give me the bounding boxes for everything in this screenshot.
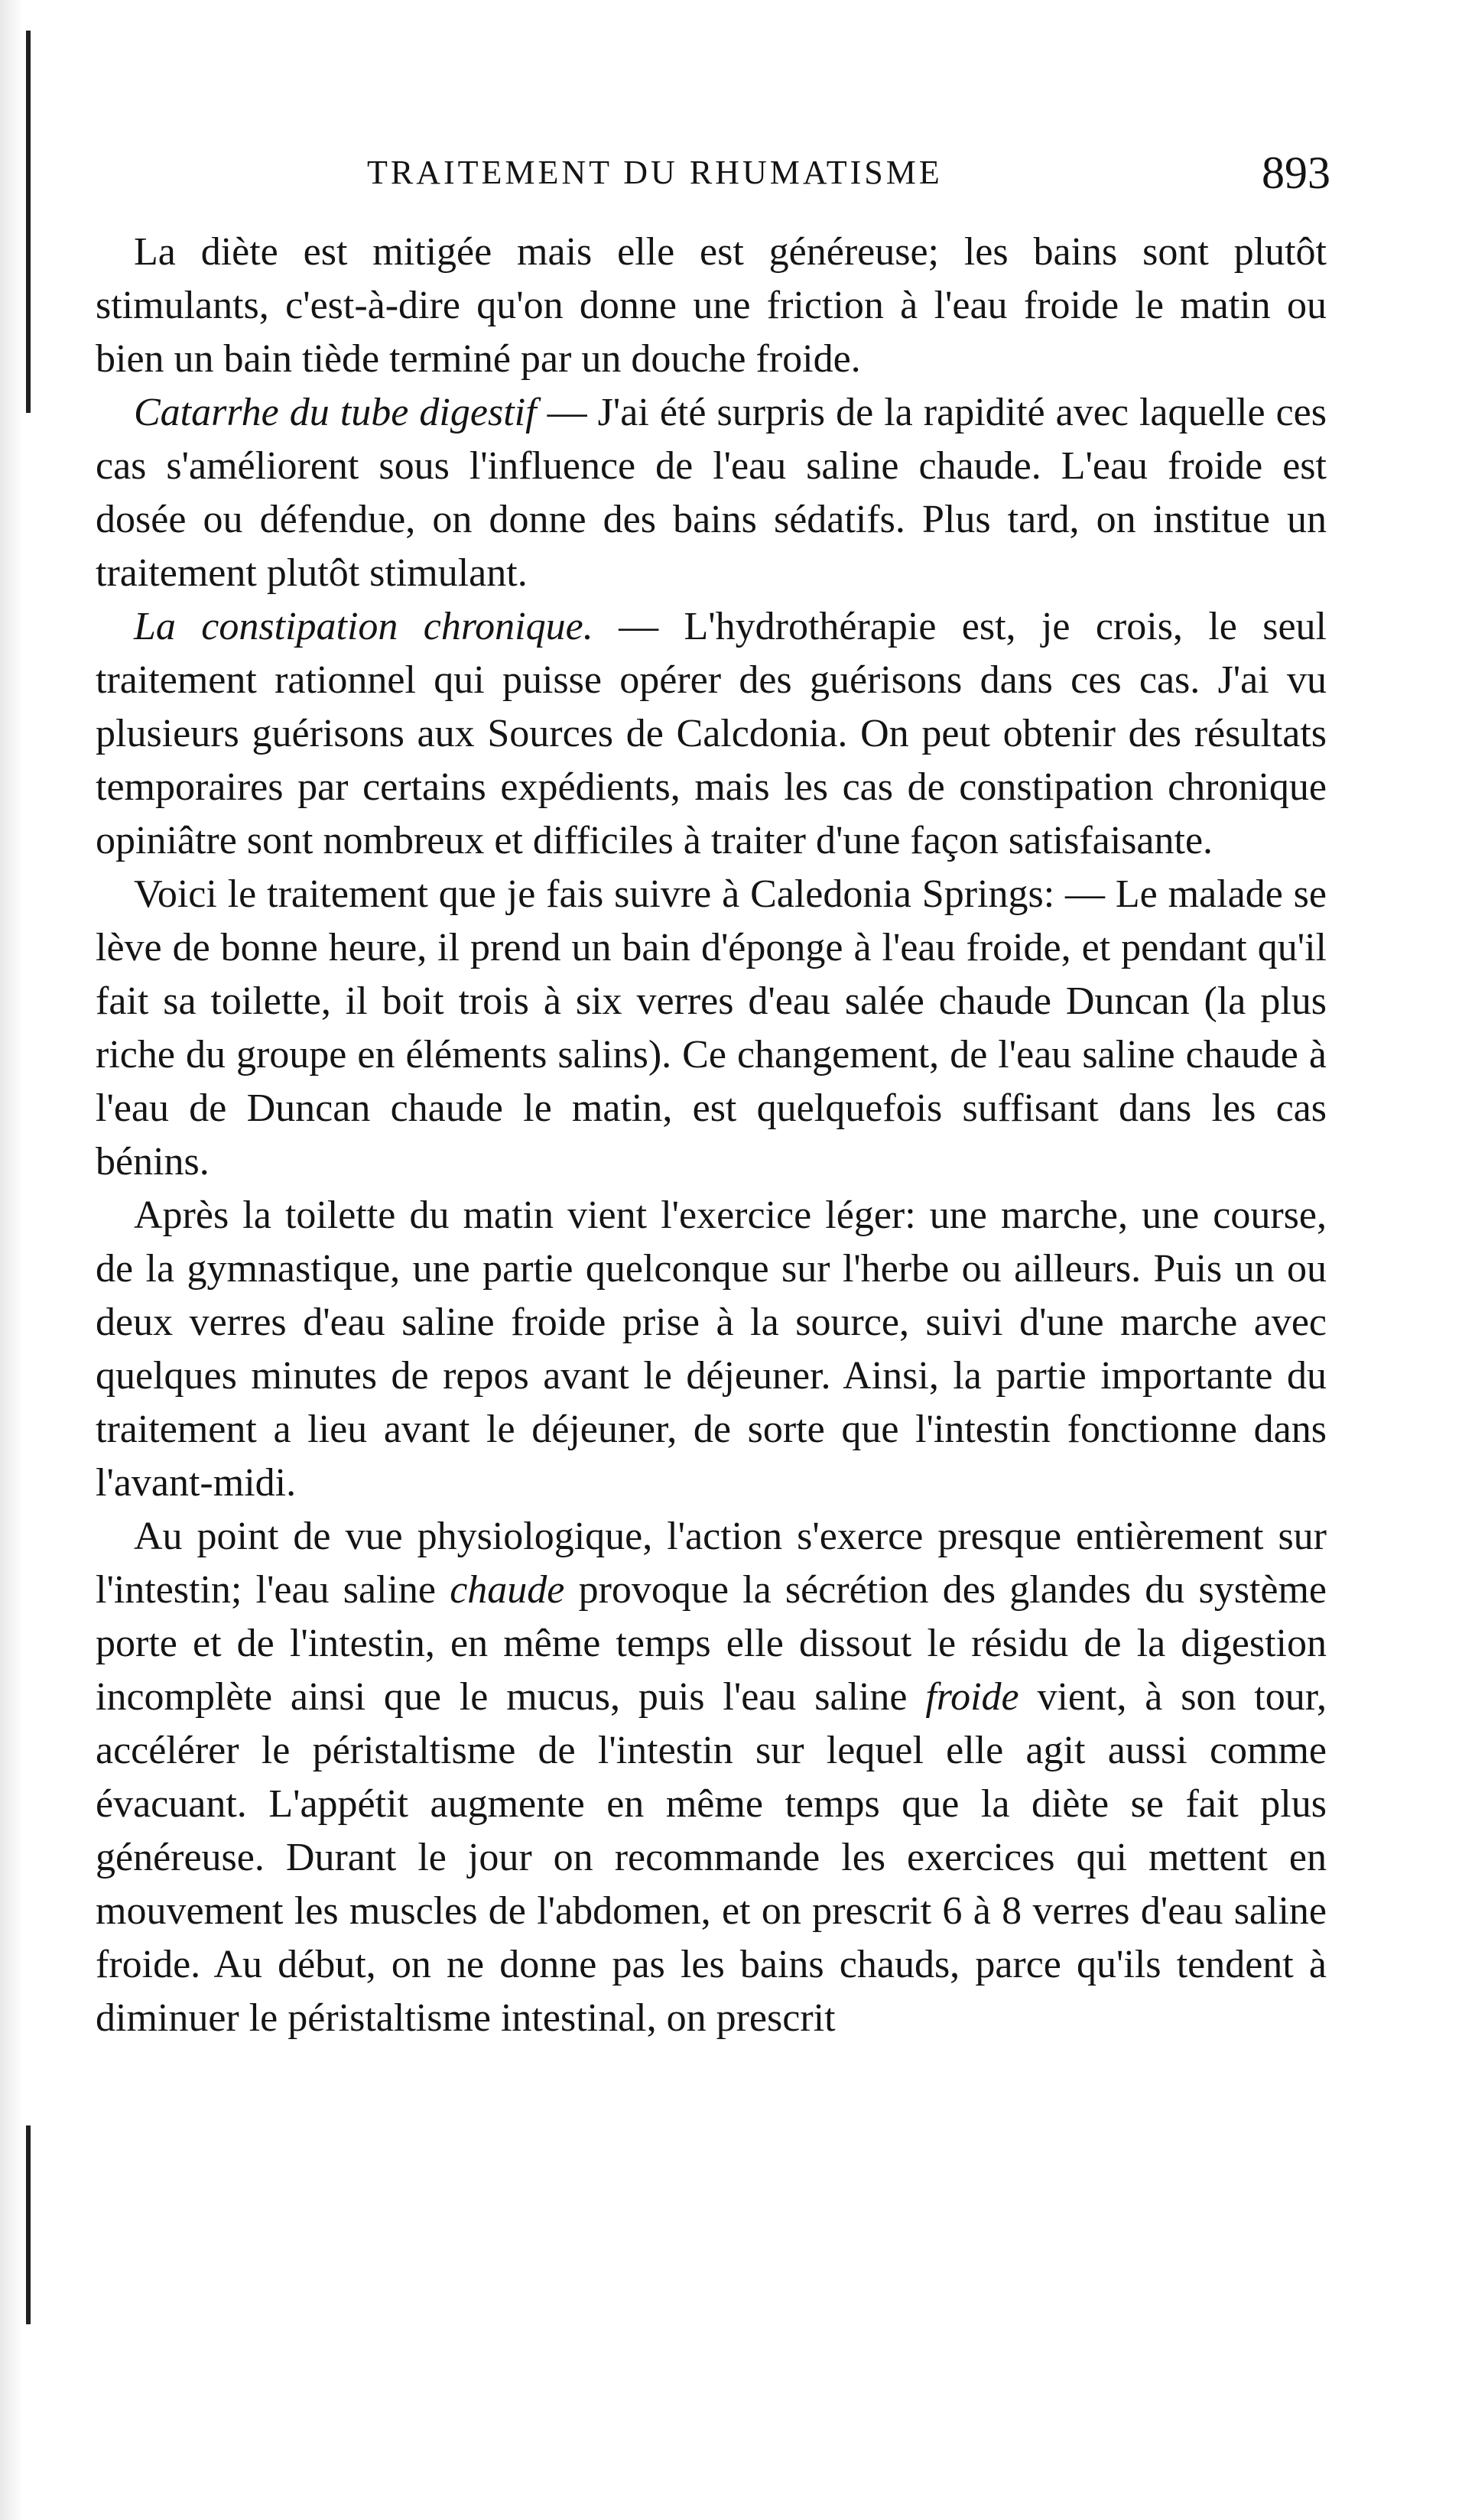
- text-run: Voici le traitement que je fais suivre à Caledonia Springs: — Le malade se lève de bonne heure, il prend un bain d'éponge à l'eau froide, et pendant qu'il fait sa toilette, il boit trois à six verres d'eau salée chaude Duncan (la plus riche du groupe en éléments salins). Ce changement, de l'eau saline chaude à l'eau de Duncan chaude le matin, est quelquefois suffisant dans les cas bénins.: [96, 872, 1327, 1184]
- paragraph: [96, 226, 1327, 386]
- emphasis-italic: chaude: [450, 1568, 565, 1612]
- paragraph: [96, 1189, 1327, 1510]
- emphasis-italic: froide: [925, 1675, 1019, 1719]
- paragraph: [96, 386, 1327, 600]
- page-header: [367, 148, 1330, 206]
- text-run: provoque la sécrétion des glandes du système porte et de l'intestin, en même temps elle dissout le résidu de la digestion incomplète ainsi que le mucus, puis l'eau saline: [96, 1568, 1327, 1719]
- binding-mark: [26, 2125, 31, 2324]
- body-text: [96, 226, 1327, 2045]
- paragraph: [96, 1510, 1327, 2045]
- paragraph: [96, 868, 1327, 1189]
- text-run: vient, à son tour, accélérer le péristaltisme de l'intestin sur lequel elle agit aussi comme évacuant. L'appétit augmente en même temps que la diète se fait plus généreuse. Durant le jour on recommande les exercices qui mettent en mouvement les muscles de l'abdomen, et on prescrit 6 à 8 verres d'eau saline froide. Au début, on ne donne pas les bains chauds, parce qu'ils tendent à diminuer le péristaltisme intestinal, on prescrit: [96, 1675, 1327, 2040]
- section-heading-italic: La constipation chronique.: [134, 605, 593, 648]
- text-run: Au point de vue physiologique, l'action s'exerce presque entièrement sur l'intestin; l'eau saline: [96, 1515, 1327, 1612]
- page-left-edge-shadow: [0, 0, 24, 2520]
- text-run: Après la toilette du matin vient l'exercice léger: une marche, une course, de la gymnastique, une partie quelconque sur l'herbe ou ailleurs. Puis un ou deux verres d'eau saline froide prise à la source, suivi d'une marche avec quelques minutes de repos avant le déjeuner. Ainsi, la partie importante du traitement a lieu avant le déjeuner, de sorte que l'intestin fonctionne dans l'avant-midi.: [96, 1193, 1327, 1505]
- text-run: — J'ai été surpris de la rapidité avec laquelle ces cas s'améliorent sous l'influence de l'eau saline chaude. L'eau froide est dosée ou défendue, on donne des bains sédatifs. Plus tard, on institue un traitement plutôt stimulant.: [96, 391, 1327, 595]
- section-heading-italic: Catarrhe du tube digestif: [134, 391, 537, 434]
- text-run: — L'hydrothérapie est, je crois, le seul traitement rationnel qui puisse opérer des guérisons dans ces cas. J'ai vu plusieurs guérisons aux Sources de Calcdonia. On peut obtenir des résultats temporaires par certains expédients, mais les cas de constipation chronique opiniâtre sont nombreux et difficiles à traiter d'une façon satisfaisante.: [96, 605, 1327, 862]
- text-run: La diète est mitigée mais elle est généreuse; les bains sont plutôt stimulants, c'est-à-dire qu'on donne une friction à l'eau froide le matin ou bien un bain tiède terminé par un douche froide.: [96, 230, 1327, 381]
- binding-mark: [26, 31, 31, 413]
- paragraph: [96, 600, 1327, 868]
- page-number: 893: [1262, 148, 1330, 198]
- running-title: TRAITEMENT DU RHUMATISME: [367, 154, 943, 191]
